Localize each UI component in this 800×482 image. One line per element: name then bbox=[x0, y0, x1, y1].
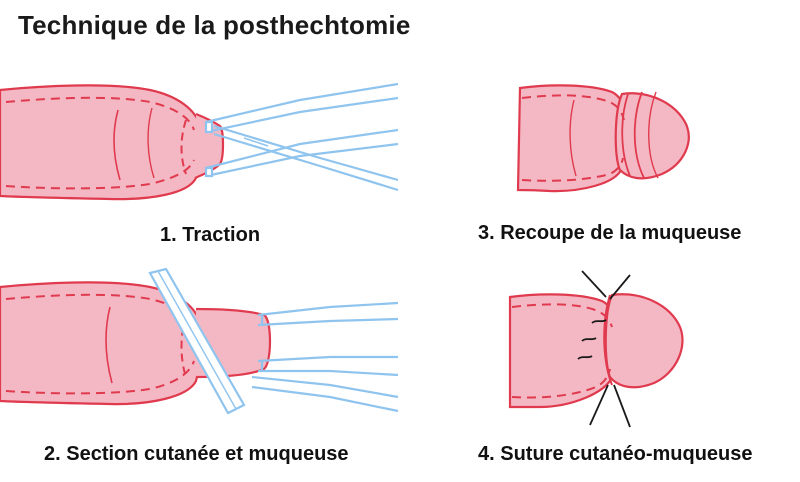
panel-3-illustration bbox=[470, 60, 800, 215]
panel-1-caption: 1. Traction bbox=[160, 224, 261, 246]
panel-3-recoupe bbox=[470, 60, 800, 215]
panel-2-caption: 2. Section cutanée et muqueuse bbox=[44, 443, 349, 465]
glans-shape bbox=[606, 294, 683, 387]
penis-shaft-shape bbox=[0, 85, 202, 199]
panel-3-caption: 3. Recoupe de la muqueuse bbox=[478, 222, 742, 244]
forceps-lower bbox=[258, 357, 398, 375]
panel-1-illustration bbox=[0, 60, 400, 220]
forceps-upper bbox=[206, 84, 398, 132]
page-title: Technique de la posthechtomie bbox=[18, 10, 411, 40]
panel-1-traction bbox=[0, 60, 400, 220]
penis-shaft-shape bbox=[510, 294, 617, 407]
panel-4-suture bbox=[470, 265, 800, 435]
panel-2-illustration bbox=[0, 265, 400, 435]
panel-4-illustration bbox=[470, 265, 800, 435]
forceps-upper bbox=[258, 303, 398, 325]
panel-4-caption: 4. Suture cutanéo-muqueuse bbox=[478, 443, 753, 465]
panel-2-section bbox=[0, 265, 400, 435]
penis-shaft-shape bbox=[518, 85, 627, 191]
forceps-lower-second bbox=[252, 377, 398, 411]
